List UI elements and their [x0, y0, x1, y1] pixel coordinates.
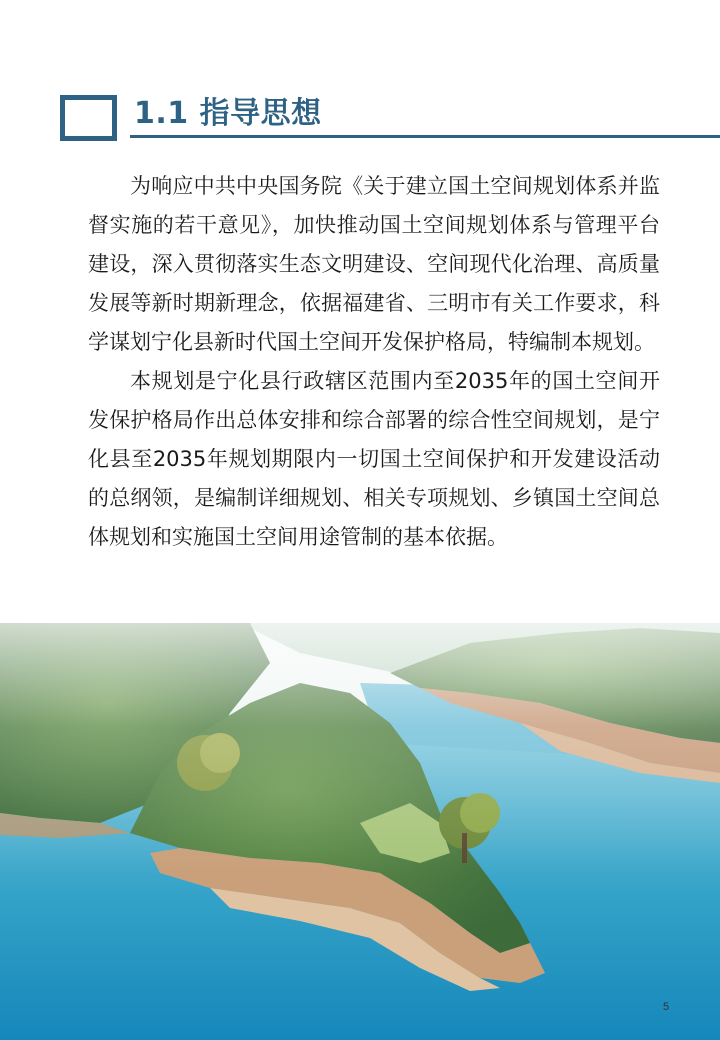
- section-heading: [60, 92, 720, 140]
- paragraph-2: 本规划是宁化县行政辖区范围内至2035年的国土空间开发保护格局作出总体安排和综合部署的综合性空间规划，是宁化县至2035年规划期限内一切国土空间保护和开发建设活动的总纲领，是编制详细规划、相关专项规划、乡镇国土空间总体规划和实施国土空间用途管制的基本依据。: [88, 369, 660, 549]
- page-number: 5: [663, 1001, 670, 1013]
- section-number: 1.1: [134, 96, 189, 131]
- paragraph-1: 为响应中共中央国务院《关于建立国土空间规划体系并监督实施的若干意见》，加快推动国土空间规划体系与管理平台建设，深入贯彻落实生态文明建设、空间现代化治理、高质量发展等新时期新理念，依据福建省、三明市有关工作要求，科学谋划宁化县新时代国土空间开发保护格局，特编制本规划。: [88, 174, 660, 354]
- landscape-photo: [0, 623, 720, 1040]
- heading-underline: [130, 135, 720, 138]
- section-title: [134, 94, 322, 134]
- section-title-text: 指导思想: [199, 96, 322, 131]
- heading-square-icon: [60, 95, 117, 141]
- body-text: [88, 167, 660, 557]
